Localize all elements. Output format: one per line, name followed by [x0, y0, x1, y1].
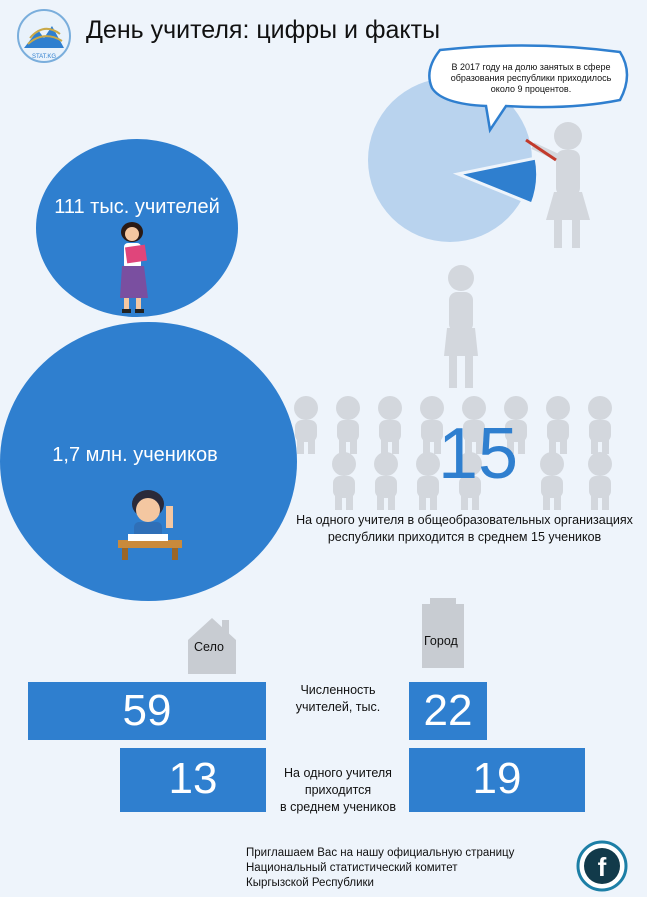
statkg-logo — [16, 8, 72, 64]
ratio-caption-line1: На одного учителя в общеобразовательных организациях — [296, 513, 633, 527]
city-students-bar: 19 — [409, 748, 585, 812]
ratio-value: 15 — [438, 414, 519, 494]
teachers-row-label-line2: учителей, тыс. — [295, 700, 381, 714]
ratio-caption — [282, 512, 647, 546]
students-row-label-line3: в среднем учеников — [279, 800, 396, 814]
teachers-count-label: 111 тыс. учителей — [54, 196, 220, 218]
facebook-glyph: f — [597, 852, 607, 882]
building-icon — [418, 596, 468, 670]
footer-line2: Национальный статистический комитет — [246, 862, 458, 874]
teacher-figure — [110, 216, 156, 316]
teacher-pointing-silhouette — [531, 122, 590, 248]
speech-bubble-text: В 2017 году на долю занятых в сфере образования республики приходилось около 9 процентов. — [450, 62, 612, 94]
village-label: Село — [194, 640, 224, 654]
students-row-label — [266, 765, 410, 816]
village-students-bar: 13 — [120, 748, 266, 812]
student-at-desk-figure — [112, 486, 188, 562]
standing-silhouette — [436, 262, 486, 392]
footer-line1: Приглашаем Вас на нашу официальную страницу — [246, 847, 515, 859]
village-teachers-bar: 59 — [28, 682, 266, 740]
students-row-label-line2: приходится — [304, 783, 372, 797]
teachers-row-label — [270, 682, 406, 716]
facebook-icon — [576, 840, 628, 892]
page-title: День учителя: цифры и факты — [86, 16, 441, 44]
teachers-row-label-line1: Численность — [300, 683, 376, 697]
students-row-label-line1: На одного учителя — [284, 766, 392, 780]
city-label: Город — [424, 634, 458, 648]
facebook-link[interactable] — [576, 840, 628, 892]
logo-text: STAT.KG — [31, 54, 57, 60]
city-teachers-bar: 22 — [409, 682, 487, 740]
ratio-caption-line2: республики приходится в среднем 15 учеников — [327, 530, 602, 544]
footer-line3: Кыргызской Республики — [246, 877, 374, 889]
students-count-label: 1,7 млн. учеников — [52, 444, 218, 466]
footer-text — [246, 846, 514, 891]
